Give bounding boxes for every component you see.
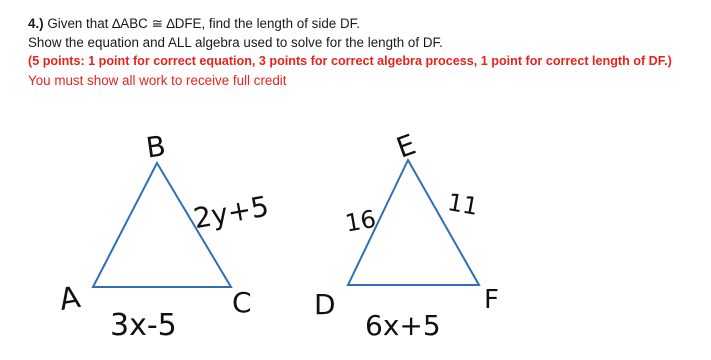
vertex-label-a: A [56, 279, 83, 318]
credit-note: You must show all work to receive full credit [28, 73, 287, 88]
problem-instruction: Show the equation and ALL algebra used to solve for the length of DF. [28, 35, 443, 50]
vertex-label-c: C [232, 286, 252, 319]
side-label-ac: 3x-5 [110, 308, 177, 343]
points-note: (5 points: 1 point for correct equation, 3 points for correct algebra process, 1 point for correct length of DF.) [28, 54, 672, 68]
side-label-ef: 11 [445, 188, 481, 221]
vertex-label-b: B [144, 129, 168, 165]
side-label-de: 16 [343, 204, 379, 238]
side-label-bc: 2y+5 [191, 189, 272, 236]
problem-number: 4.) [28, 16, 44, 31]
problem-question: Given that ∆ABC ≅ ∆DFE, find the length of side DF. [43, 16, 361, 31]
side-label-df: 6x+5 [365, 309, 441, 342]
vertex-label-d: D [314, 288, 336, 321]
vertex-label-f: F [484, 285, 499, 315]
vertex-label-e: E [392, 127, 420, 165]
